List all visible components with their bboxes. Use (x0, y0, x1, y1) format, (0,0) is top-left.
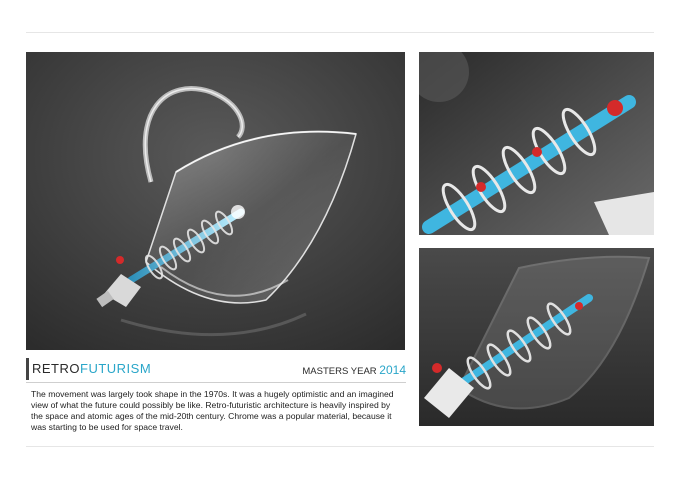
detail-render-coil (419, 52, 654, 235)
description-text: The movement was largely took shape in the 1970s. It was a hugely optimistic and an imagined view of what the future could possibly be like. Retro-futuristic architecture is heavily inspired by the space and atomic ages of the mid-20th century. Chrome was a popular material, because it was starting to be used for space travel. (31, 389, 394, 432)
year-value: 2014 (379, 363, 406, 377)
detail-render-base (419, 248, 654, 426)
title-accent-rule (26, 358, 29, 380)
caption-underline (26, 382, 406, 383)
top-divider (26, 32, 654, 33)
year-label: MASTERS YEAR (302, 366, 377, 377)
title-part-1: RETRO (32, 361, 80, 376)
main-render-image (26, 52, 405, 350)
masters-year (302, 363, 406, 377)
title-part-2: FUTURISM (80, 361, 152, 376)
bottom-divider (26, 446, 654, 447)
page-title (32, 361, 151, 376)
caption-bar (26, 358, 406, 386)
